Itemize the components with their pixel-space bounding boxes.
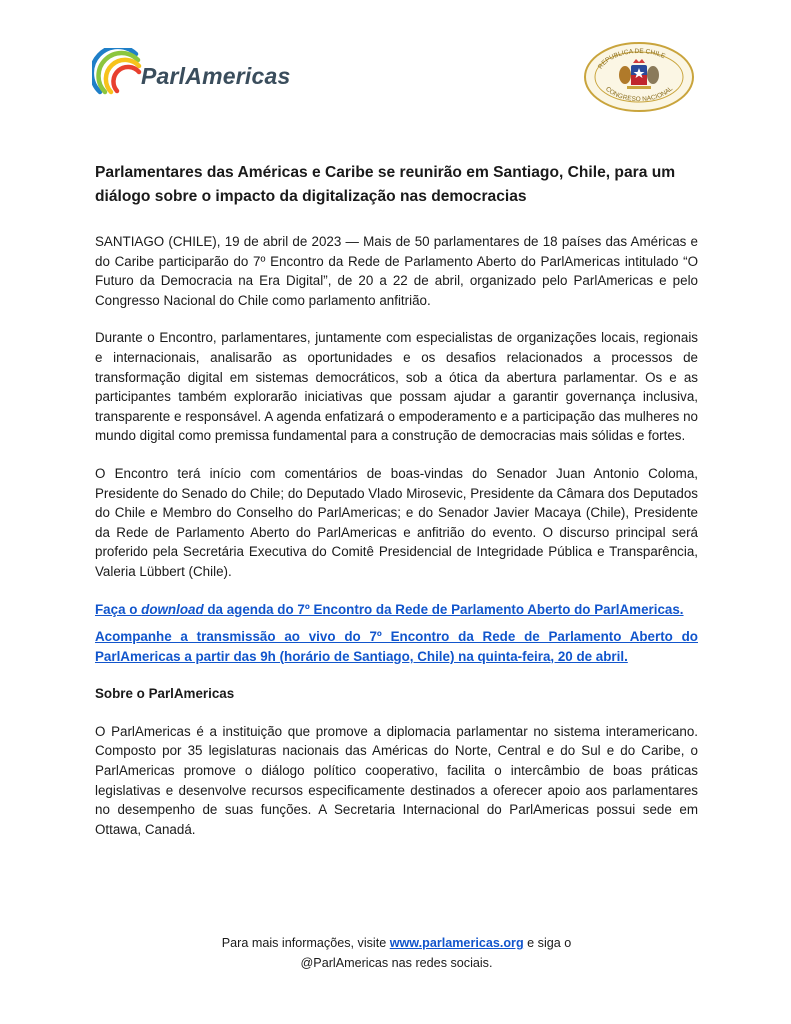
about-paragraph: O ParlAmericas é a instituição que promove a diplomacia parlamentar no sistema interamericano. Composto por 35 legislaturas nacionais das Américas do Norte, Central e do Sul e do Caribe, o ParlAmericas promove o diálogo político cooperativo, facilita o intercâmbio de boas práticas legislativas e desenvolve recursos especificamente destinados a oferecer apoio aos parlamentares no desempenho de suas funções. A Secretaria Internacional do ParlAmericas possui sede em Ottawa, Canadá.	[95, 723, 698, 837]
parlamericas-swirl-icon	[92, 48, 144, 104]
live-stream-link[interactable]	[95, 627, 698, 666]
paragraph-opening: O Encontro terá início com comentários de boas-vindas do Senador Juan Antonio Coloma, Presidente do Senado do Chile; do Deputado Vlado Mirosevic, Presidente da Câmara dos Deputados do Chile e Membro do Conselho do ParlAmericas; e do Senador Javier Macaya (Chile), Presidente da Rede de Parlamento Aberto do ParlAmericas e anfitrião do evento. O discurso principal será proferido pela Secretária Executiva do Comitê Presidencial de Integridade Pública e Transparência, Valeria Lübbert (Chile).	[95, 465, 698, 579]
paragraph-intro: SANTIAGO (CHILE), 19 de abril de 2023 — Mais de 50 parlamentares de 18 países das Américas e do Caribe participarão do 7º Encontro da Rede de Parlamento Aberto do ParlAmericas intitulado “O Futuro da Democracia na Era Digital”, de 20 a 22 de abril, organizado pelo ParlAmericas e pelo Congresso Nacional do Chile como parlamento anfitrião.	[95, 234, 698, 308]
agenda-link-text-start[interactable]: Faça o	[95, 601, 142, 617]
parlamericas-logo	[92, 48, 322, 104]
live-stream-link-text[interactable]: Acompanhe a transmissão ao vivo do 7º Encontro da Rede de Parlamento Aberto do ParlAmericas a partir das 9h (horário de Santiago, Chile) na quinta-feira, 20 de abril.	[95, 629, 698, 664]
agenda-link-text-end[interactable]: da agenda do 7º Encontro da Rede de Parlamento Aberto do ParlAmericas.	[203, 601, 684, 617]
paragraph-agenda: Durante o Encontro, parlamentares, juntamente com especialistas de organizações locais, regionais e internacionais, analisarão as oportunidades e os desafios relacionados a processos de transformação digital em sistemas democráticos, sob a ótica da abertura parlamentar. Os e as participantes também explorarão iniciativas que possam ajudar a garantir governança inclusiva, transparente e responsável. A agenda enfatizará o empoderamento e a participação das mulheres no mundo digital como premissa fundamental para a construção de democracias mais sólidas e fortes.	[95, 330, 698, 444]
footer-line-2: @ParlAmericas nas redes sociais.	[300, 956, 493, 970]
press-release-title: Parlamentares das Américas e Caribe se reunirão em Santiago, Chile, para um diálogo sobre o impacto da digitalização nas democracias	[95, 164, 676, 205]
congreso-nacional-seal	[583, 41, 695, 113]
footer-text-pre: Para mais informações, visite	[221, 936, 390, 950]
agenda-link-text-download[interactable]: download	[141, 601, 204, 617]
website-link[interactable]: www.parlamericas.org	[389, 936, 524, 950]
footer	[95, 933, 698, 973]
footer-text-post: e siga o	[523, 936, 572, 950]
footer-line-1	[95, 933, 698, 953]
about-heading: Sobre o ParlAmericas	[95, 686, 235, 702]
agenda-download-link[interactable]	[95, 600, 698, 620]
press-release-body	[95, 232, 698, 857]
svg-text:REPUBLICA DE CHILE: REPUBLICA DE CHILE	[596, 47, 667, 71]
logo-text: ParlAmericas	[141, 63, 291, 89]
svg-text:CONGRESO NACIONAL: CONGRESO NACIONAL	[604, 85, 675, 104]
